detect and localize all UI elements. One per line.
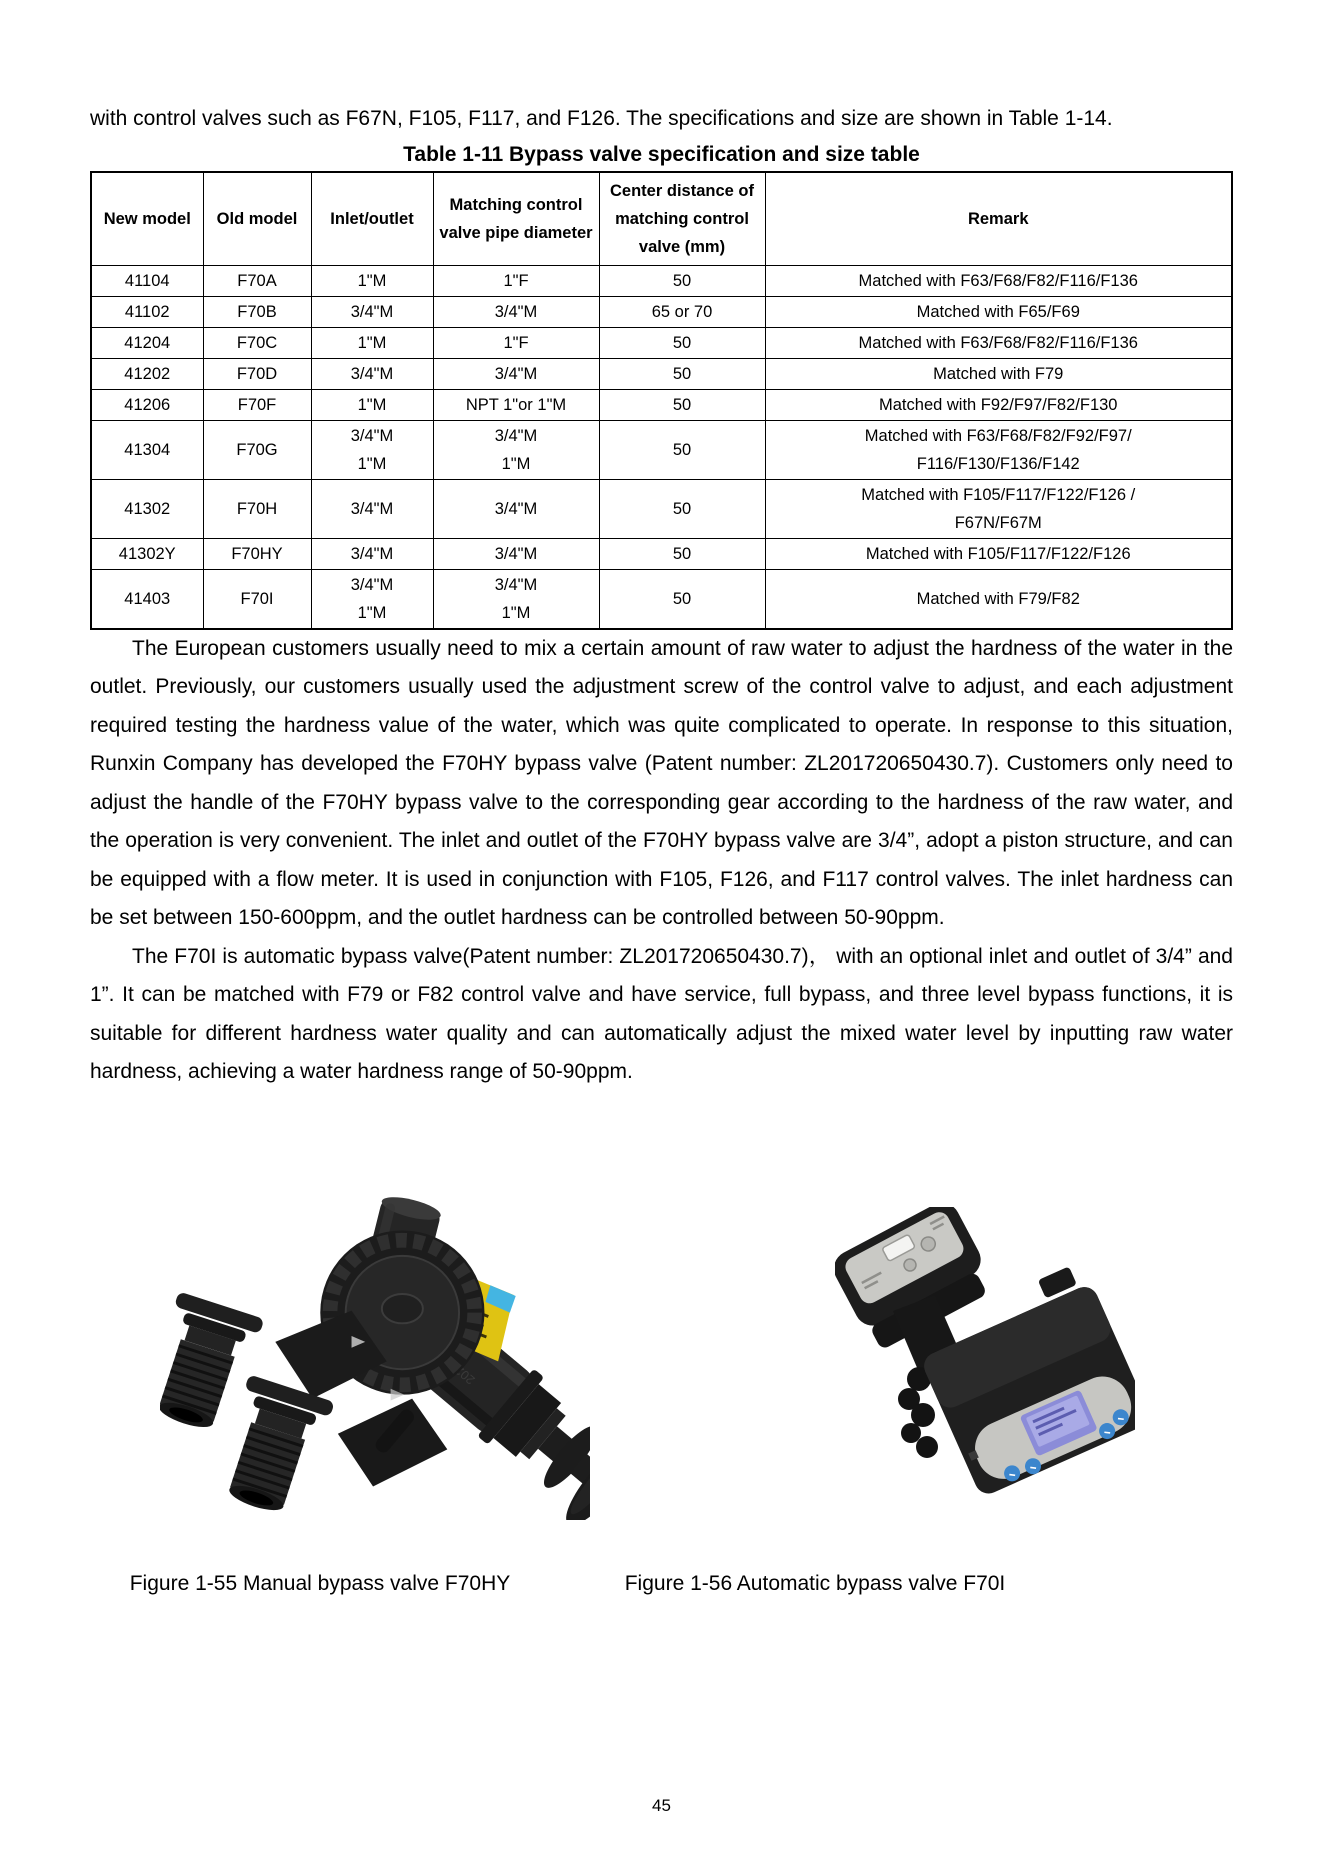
table-cell: 1"M xyxy=(311,265,433,296)
table-cell: 50 xyxy=(599,569,765,629)
table-cell: F70A xyxy=(203,265,311,296)
threaded-connector-lower xyxy=(211,1374,335,1520)
table-cell: 3/4"M 1"M xyxy=(433,569,599,629)
table-cell: 3/4"M 1"M xyxy=(311,569,433,629)
table-cell: 3/4"M xyxy=(433,358,599,389)
column-header: Inlet/outlet xyxy=(311,172,433,266)
table-row xyxy=(91,358,1232,389)
figure-caption-1-55: Figure 1-55 Manual bypass valve F70HY xyxy=(129,1571,511,1595)
table-cell: Matched with F63/F68/F82/F116/F136 xyxy=(765,265,1232,296)
intro-paragraph: with control valves such as F67N, F105, F117, and F126. The specifications and size are shown in Table 1-14. xyxy=(90,107,1113,130)
spec-table-body xyxy=(91,265,1232,629)
table-cell: 1"F xyxy=(433,265,599,296)
table-cell: F70F xyxy=(203,389,311,420)
table-cell: F70H xyxy=(203,479,311,538)
table-cell: 41302Y xyxy=(91,538,203,569)
table-cell: 3/4"M xyxy=(311,538,433,569)
table-row xyxy=(91,569,1232,629)
table-title: Table 1-11 Bypass valve specification and size table xyxy=(403,142,920,166)
table-cell: 41102 xyxy=(91,296,203,327)
table-cell: 50 xyxy=(599,538,765,569)
figure-caption-1-56: Figure 1-56 Automatic bypass valve F70I xyxy=(624,1571,1006,1595)
table-row xyxy=(91,389,1232,420)
table-cell: 41403 xyxy=(91,569,203,629)
table-cell: Matched with F79 xyxy=(765,358,1232,389)
table-row xyxy=(91,479,1232,538)
spec-table-header xyxy=(91,172,1232,266)
table-cell: 50 xyxy=(599,327,765,358)
table-cell: F70I xyxy=(203,569,311,629)
table-cell: 65 or 70 xyxy=(599,296,765,327)
table-cell: Matched with F92/F97/F82/F130 xyxy=(765,389,1232,420)
table-cell: F70D xyxy=(203,358,311,389)
body-text xyxy=(90,630,1233,1092)
manual-bypass-valve-photo xyxy=(160,1197,590,1520)
table-row xyxy=(91,327,1232,358)
table-cell: Matched with F105/F117/F122/F126 / F67N/F67M xyxy=(765,479,1232,538)
table-cell: Matched with F63/F68/F82/F116/F136 xyxy=(765,327,1232,358)
column-header: Center distance of matching control valve (mm) xyxy=(599,172,765,266)
column-header: New model xyxy=(91,172,203,266)
table-cell: 1"M xyxy=(311,389,433,420)
table-cell: 3/4"M xyxy=(311,479,433,538)
table-cell: Matched with F79/F82 xyxy=(765,569,1232,629)
captions-row xyxy=(90,1572,1233,1596)
table-cell: 50 xyxy=(599,358,765,389)
table-cell: 41206 xyxy=(91,389,203,420)
table-cell: F70G xyxy=(203,420,311,479)
table-cell: Matched with F65/F69 xyxy=(765,296,1232,327)
table-cell: 3/4"M xyxy=(311,358,433,389)
threaded-connector-upper xyxy=(160,1291,264,1437)
table-cell: 41304 xyxy=(91,420,203,479)
page-number: 45 xyxy=(652,1796,671,1815)
body-paragraph: The European customers usually need to mix a certain amount of raw water to adjust the hardness of the water in the outlet. Previously, our customers usually used the adjustment screw of the control valve to adjust, and each adjustment required testing the hardness value of the water, which was quite complicated to operate. In response to this situation, Runxin Company has developed the F70HY bypass valve (Patent number: ZL201720650430.7). Customers only need to adjust the handle of the F70HY bypass valve to the corresponding gear according to the hardness of the raw water, and the operation is very convenient. The inlet and outlet of the F70HY bypass valve are 3/4”, adopt a piston structure, and can be equipped with a flow meter. It is used in conjunction with F105, F126, and F117 control valves. The inlet hardness can be set between 150-600ppm, and the outlet hardness can be controlled between 50-90ppm. xyxy=(90,636,1233,929)
table-cell: 1"F xyxy=(433,327,599,358)
table-cell: F70C xyxy=(203,327,311,358)
table-cell: F70HY xyxy=(203,538,311,569)
table-cell: Matched with F105/F117/F122/F126 xyxy=(765,538,1232,569)
table-cell: 3/4"M xyxy=(311,296,433,327)
column-header: Matching control valve pipe diameter xyxy=(433,172,599,266)
automatic-bypass-valve-photo xyxy=(835,1207,1135,1507)
table-row xyxy=(91,296,1232,327)
body-paragraph: The F70I is automatic bypass valve(Patent number: ZL201720650430.7)， with an optional inlet and outlet of 3/4” and 1”. It can be matched with F79 or F82 control valve and have service, full bypass, and three level bypass functions, it is suitable for different hardness water quality and can automatically adjust the mixed water level by inputting raw water hardness, achieving a water hardness range of 50-90ppm. xyxy=(90,944,1233,1083)
header-row xyxy=(91,172,1232,266)
table-cell: 1"M xyxy=(311,327,433,358)
table-cell: 41204 xyxy=(91,327,203,358)
table-cell: 50 xyxy=(599,265,765,296)
table-cell: 3/4"M 1"M xyxy=(311,420,433,479)
table-cell: 50 xyxy=(599,479,765,538)
table-cell: 3/4"M xyxy=(433,538,599,569)
table-cell: NPT 1"or 1"M xyxy=(433,389,599,420)
table-cell: 41104 xyxy=(91,265,203,296)
figures-row xyxy=(90,1197,1233,1527)
table-cell: 41302 xyxy=(91,479,203,538)
column-header: Old model xyxy=(203,172,311,266)
table-cell: Matched with F63/F68/F82/F92/F97/ F116/F130/F136/F142 xyxy=(765,420,1232,479)
bypass-valve-spec-table xyxy=(90,171,1233,630)
table-cell: 41202 xyxy=(91,358,203,389)
column-header: Remark xyxy=(765,172,1232,266)
table-cell: F70B xyxy=(203,296,311,327)
table-cell: 50 xyxy=(599,389,765,420)
table-row xyxy=(91,265,1232,296)
table-row xyxy=(91,420,1232,479)
table-row xyxy=(91,538,1232,569)
table-cell: 3/4"M xyxy=(433,479,599,538)
table-cell: 3/4"M xyxy=(433,296,599,327)
table-cell: 50 xyxy=(599,420,765,479)
table-cell: 3/4"M 1"M xyxy=(433,420,599,479)
